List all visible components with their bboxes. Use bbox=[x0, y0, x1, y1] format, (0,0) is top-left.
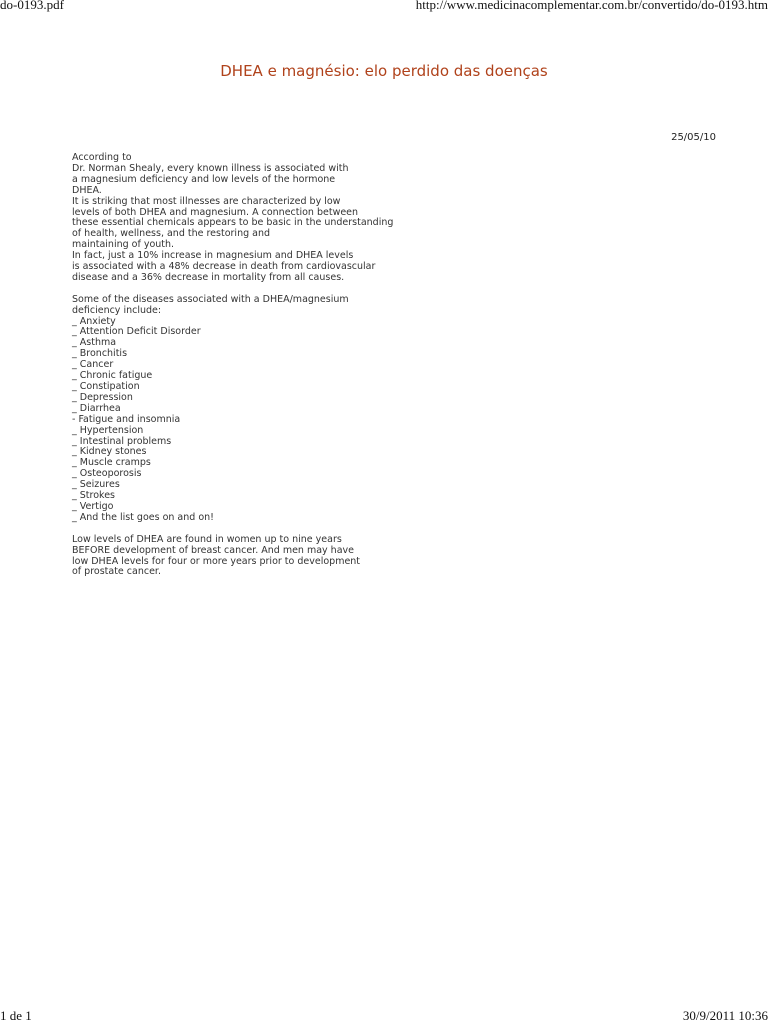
list-item: _ Muscle cramps bbox=[72, 457, 151, 469]
list-item: _ Chronic fatigue bbox=[72, 370, 153, 382]
list-item: _ Vertigo bbox=[72, 500, 114, 512]
list-item: _ Anxiety bbox=[72, 315, 116, 327]
intro-line: levels of both DHEA and magnesium. A connection between bbox=[72, 206, 359, 218]
intro-line: a magnesium deficiency and low levels of the hormone bbox=[72, 173, 336, 185]
page-url: http://www.medicinacomplementar.com.br/convertido/do-0193.htm bbox=[415, 0, 768, 12]
article-title: DHEA e magnésio: elo perdido das doenças bbox=[220, 62, 548, 80]
disease-list bbox=[72, 317, 432, 524]
list-item: _ Depression bbox=[72, 391, 133, 403]
list-intro-line: Some of the diseases associated with a DHEA/magnesium bbox=[72, 293, 349, 305]
list-item: _ Seizures bbox=[72, 479, 120, 491]
article-body bbox=[72, 153, 432, 578]
list-item: _ Bronchitis bbox=[72, 348, 128, 360]
list-item: _ Diarrhea bbox=[72, 402, 121, 414]
page-indicator: 1 de 1 bbox=[0, 1008, 32, 1023]
closing-line: of prostate cancer. bbox=[72, 566, 161, 578]
list-item: _ Strokes bbox=[72, 490, 115, 502]
intro-line: maintaining of youth. bbox=[72, 239, 175, 251]
list-item: _ And the list goes on and on! bbox=[72, 511, 214, 523]
intro-line: of health, wellness, and the restoring and bbox=[72, 228, 271, 240]
article-date: 25/05/10 bbox=[671, 132, 716, 143]
list-item: - Fatigue and insomnia bbox=[72, 413, 181, 425]
intro-line: DHEA. bbox=[72, 184, 102, 196]
list-item: _ Kidney stones bbox=[72, 446, 147, 458]
intro-line: It is striking that most illnesses are characterized by low bbox=[72, 195, 341, 207]
list-item: _ Cancer bbox=[72, 359, 114, 371]
print-timestamp: 30/9/2011 10:36 bbox=[682, 1008, 768, 1023]
list-item: _ Attention Deficit Disorder bbox=[72, 326, 201, 338]
intro-line: disease and a 36% decrease in mortality from all causes. bbox=[72, 271, 345, 283]
closing-line: Low levels of DHEA are found in women up to nine years bbox=[72, 533, 342, 545]
intro-line: is associated with a 48% decrease in death from cardiovascular bbox=[72, 261, 376, 273]
list-intro-line: deficiency include: bbox=[72, 304, 162, 316]
list-item: _ Asthma bbox=[72, 337, 117, 349]
closing-line: BEFORE development of breast cancer. And men may have bbox=[72, 544, 354, 556]
intro-paragraph bbox=[72, 153, 432, 284]
closing-paragraph bbox=[72, 535, 432, 579]
intro-line: these essential chemicals appears to be basic in the understanding bbox=[72, 217, 394, 229]
pdf-file-name: do-0193.pdf bbox=[0, 0, 64, 12]
intro-line: In fact, just a 10% increase in magnesium and DHEA levels bbox=[72, 250, 354, 262]
list-item: _ Osteoporosis bbox=[72, 468, 142, 480]
intro-line: According to bbox=[72, 152, 132, 163]
list-item: _ Hypertension bbox=[72, 424, 144, 436]
closing-line: low DHEA levels for four or more years prior to development bbox=[72, 555, 361, 567]
list-item: _ Constipation bbox=[72, 381, 140, 393]
list-item: _ Intestinal problems bbox=[72, 435, 172, 447]
intro-line: Dr. Norman Shealy, every known illness is associated with bbox=[72, 162, 349, 174]
list-intro-paragraph bbox=[72, 295, 432, 317]
